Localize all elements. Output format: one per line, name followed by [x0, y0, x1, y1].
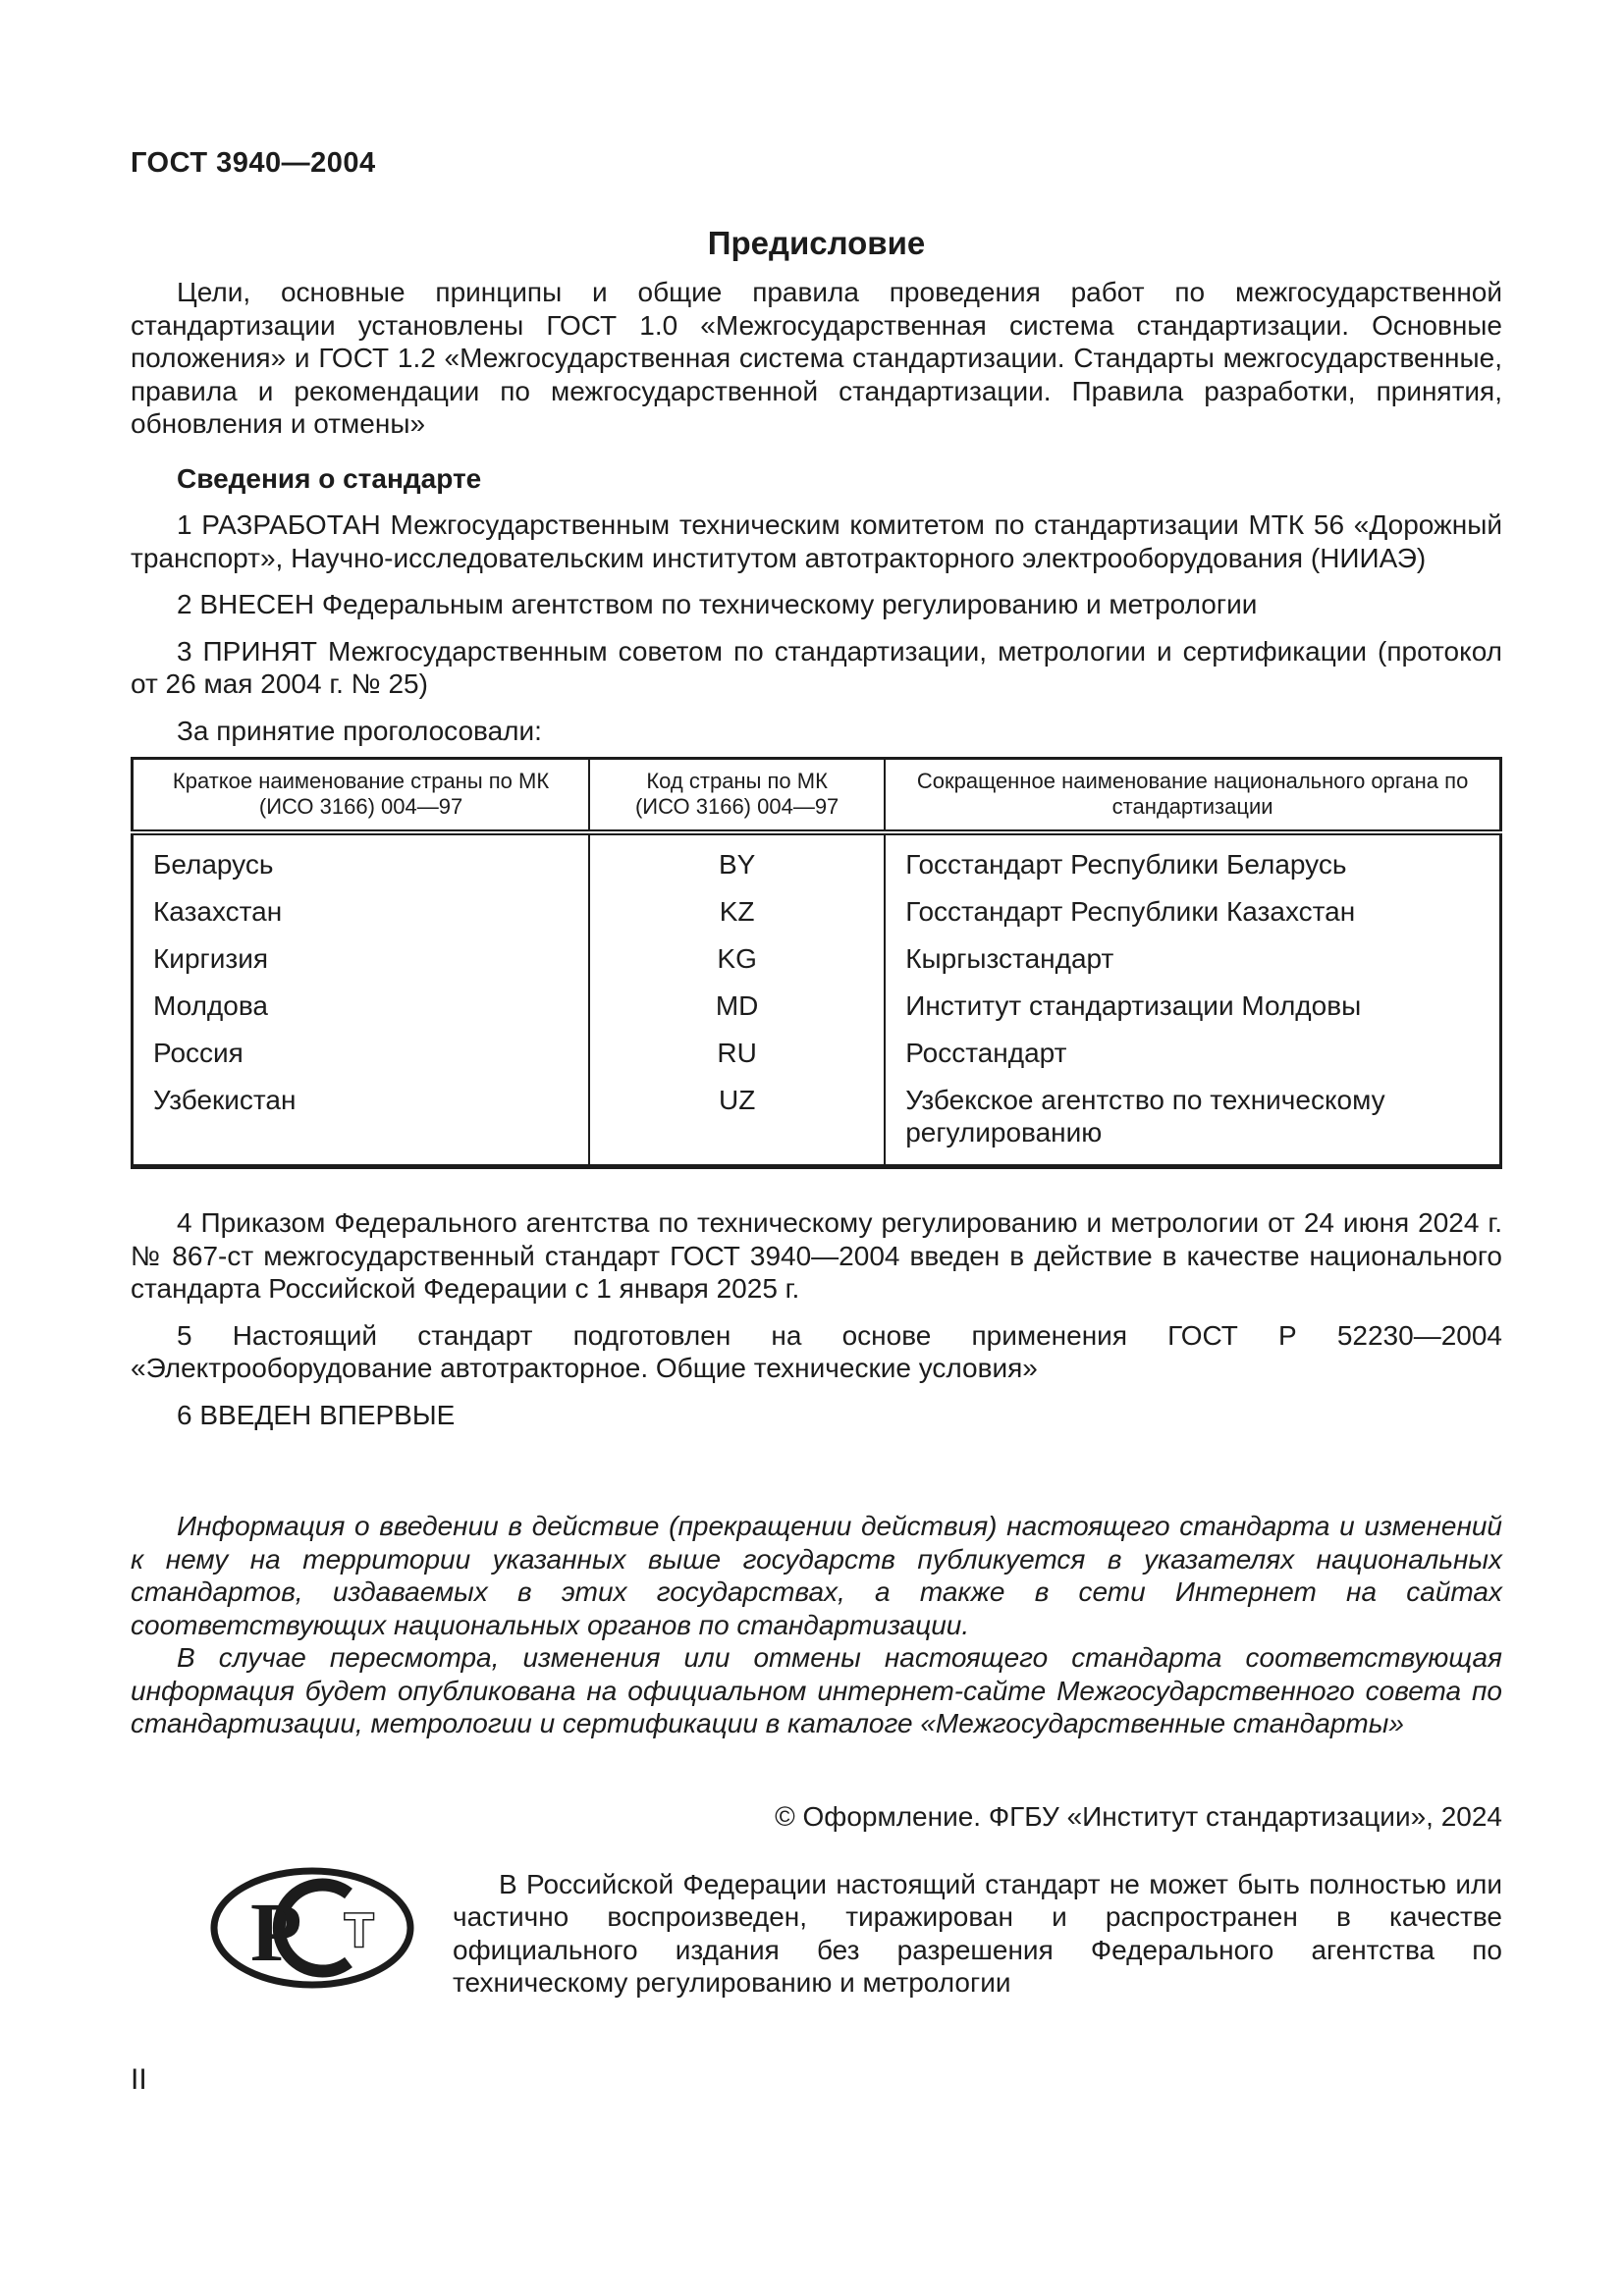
table-row: [133, 977, 1501, 1024]
restriction-block: [131, 1866, 1502, 2000]
cell-code: RU: [589, 1024, 885, 1071]
restriction-paragraph: В Российской Федерации настоящий стандарт не может быть полностью или частично воспроизведен, тиражирован и распространен в качестве официального издания без разрешения Федерального агентства по техническому регулированию и метрологии: [453, 1868, 1502, 1998]
standard-code: ГОСТ 3940—2004: [131, 147, 376, 179]
cell-org: Госстандарт Республики Беларусь: [905, 849, 1347, 880]
vote-table-header: [133, 759, 1501, 833]
header-org: Сокращенное наименование национального органа по стандартизации: [885, 759, 1500, 833]
info-heading: Сведения о стандарте: [177, 462, 482, 494]
cell-org: Кыргызстандарт: [905, 943, 1114, 974]
vote-table: [131, 757, 1502, 1169]
svg-text:Т: Т: [345, 1904, 374, 1957]
table-row: [133, 1071, 1501, 1167]
cell-country: Россия: [153, 1038, 244, 1068]
page-number: II: [131, 2063, 147, 2096]
table-row: [133, 832, 1501, 882]
cell-code: BY: [589, 832, 885, 882]
page-title: Предисловие: [707, 225, 926, 261]
cell-code: MD: [589, 977, 885, 1024]
rst-conformity-mark-icon: [209, 1866, 415, 1990]
cell-country: Молдова: [153, 990, 268, 1021]
page-content: [131, 0, 1502, 2000]
item-3-adopted: 3 ПРИНЯТ Межгосударственным советом по стандартизации, метрологии и сертификации (протокол от 26 мая 2004 г. № 25): [131, 635, 1502, 699]
item-1-developed: 1 РАЗРАБОТАН Межгосударственным техническим комитетом по стандартизации МТК 56 «Дорожный транспорт», Научно-исследовательским институтом автотракторного электрооборудования (НИИАЭ): [131, 509, 1502, 573]
intro-paragraph: Цели, основные принципы и общие правила проведения работ по межгосударственной стандартизации установлены ГОСТ 1.0 «Межгосударственная система стандартизации. Основные положения» и ГОСТ 1.2 «Межгосударственная система стандартизации. Стандарты межгосударственные, правила и рекомендации по межгосударственной стандартизации. Правила разработки, принятия, обновления и отмены»: [131, 277, 1502, 439]
cell-country: Казахстан: [153, 896, 283, 927]
note-paragraph-1: Информация о введении в действие (прекращении действия) настоящего стандарта и изменений к нему на территории указанных выше государств публикуется в указателях национальных стандартов, издаваемых в этих государствах, а также в сети Интернет на сайтах соответствующих национальных органов по стандартизации.: [131, 1511, 1502, 1640]
header-code: Код страны по МК (ИСО 3166) 004—97: [589, 759, 885, 833]
cell-code: UZ: [589, 1071, 885, 1167]
header-country: Краткое наименование страны по МК (ИСО 3166) 004—97: [133, 759, 590, 833]
table-row: [133, 930, 1501, 977]
availability-note: [131, 1510, 1502, 1740]
item-4-order: 4 Приказом Федерального агентства по техническому регулированию и метрологии от 24 июня 2024 г. № 867-ст межгосударственный стандарт ГОСТ 3940—2004 введен в действие в качестве национального стандарта Российской Федерации с 1 января 2025 г.: [131, 1207, 1502, 1304]
svg-text:Р: Р: [250, 1884, 302, 1979]
cell-country: Беларусь: [153, 849, 274, 880]
item-2-submitted: 2 ВНЕСЕН Федеральным агентством по техническому регулированию и метрологии: [177, 589, 1258, 619]
cell-code: KG: [589, 930, 885, 977]
cell-org: Узбекское агентство по техническому регулированию: [905, 1085, 1385, 1148]
cell-code: KZ: [589, 882, 885, 930]
cell-country: Узбекистан: [153, 1085, 297, 1115]
table-row: [133, 882, 1501, 930]
table-row: [133, 1024, 1501, 1071]
note-paragraph-2: В случае пересмотра, изменения или отмены настоящего стандарта соответствующая информация будет опубликована на официальном интернет-сайте Межгосударственного совета по стандартизации, метрологии и сертификации в каталоге «Межгосударственные стандарты»: [131, 1642, 1502, 1738]
restriction-text-block: [453, 1866, 1502, 2000]
item-5-basis: 5 Настоящий стандарт подготовлен на основе применения ГОСТ Р 52230—2004 «Электрооборудование автотракторное. Общие технические условия»: [131, 1319, 1502, 1383]
vote-intro: За принятие проголосовали:: [177, 715, 542, 746]
cell-org: Росстандарт: [905, 1038, 1067, 1068]
cell-org: Госстандарт Республики Казахстан: [905, 896, 1356, 927]
copyright-line: © Оформление. ФГБУ «Институт стандартизации», 2024: [775, 1800, 1502, 1832]
cell-country: Киргизия: [153, 943, 269, 974]
cell-org: Институт стандартизации Молдовы: [905, 990, 1362, 1021]
item-6-first-time: 6 ВВЕДЕН ВПЕРВЫЕ: [177, 1399, 456, 1430]
